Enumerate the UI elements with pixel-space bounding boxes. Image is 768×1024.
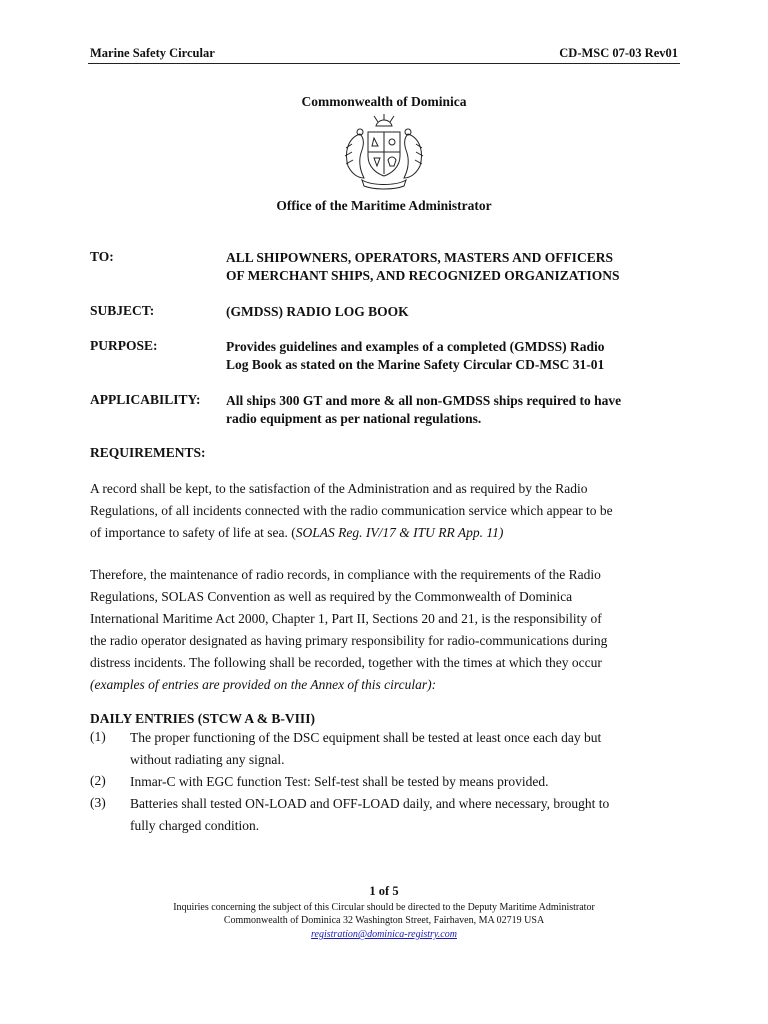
daily-item-2	[130, 771, 680, 793]
requirements-heading: REQUIREMENTS:	[90, 445, 206, 460]
header-circular-type: Marine Safety Circular	[90, 46, 215, 60]
to-value	[226, 249, 686, 285]
applicability-line-2: radio equipment as per national regulations.	[226, 411, 482, 426]
requirements-p2-line-6: (examples of entries are provided on the Annex of this circular):	[90, 677, 437, 692]
daily-item-2-line-1: Inmar-C with EGC function Test: Self-test shall be tested by means provided.	[130, 774, 549, 789]
requirements-p2-line-2: Regulations, SOLAS Convention as well as required by the Commonwealth of Dominica	[90, 589, 573, 604]
page-number: 1 of 5	[369, 884, 399, 898]
footer-inquiries: Inquiries concerning the subject of this Circular should be directed to the Deputy Maritime Administrator	[173, 902, 595, 913]
office-title: Office of the Maritime Administrator	[276, 198, 492, 213]
daily-item-1	[130, 727, 680, 771]
document-title: Commonwealth of Dominica	[301, 94, 467, 109]
daily-item-3-line-2: fully charged condition.	[130, 818, 260, 833]
header-divider	[88, 63, 680, 64]
applicability-value	[226, 392, 686, 428]
coat-of-arms-icon	[338, 114, 430, 190]
requirements-paragraph-1	[90, 478, 680, 544]
daily-item-2-number: (2)	[90, 773, 106, 788]
purpose-line-2: Log Book as stated on the Marine Safety Circular CD-MSC 31-01	[226, 357, 605, 372]
daily-item-1-line-2: without radiating any signal.	[130, 752, 285, 767]
purpose-value	[226, 338, 686, 374]
requirements-p2-line-1: Therefore, the maintenance of radio records, in compliance with the requirements of the Radio	[90, 567, 601, 582]
requirements-p2-line-5: distress incidents. The following shall be recorded, together with the times at which they occur	[90, 655, 602, 670]
daily-item-3	[130, 793, 680, 837]
header-circular-number: CD-MSC 07-03 Rev01	[559, 46, 678, 60]
requirements-p1-line-3	[90, 522, 680, 544]
solas-reference: SOLAS Reg. IV/17 & ITU RR App. 11)	[295, 525, 504, 540]
subject-label: SUBJECT:	[90, 303, 155, 318]
footer-address: Commonwealth of Dominica 32 Washington Street, Fairhaven, MA 02719 USA	[223, 915, 545, 926]
daily-item-1-line-1: The proper functioning of the DSC equipment shall be tested at least once each day but	[130, 730, 602, 745]
to-line-2: OF MERCHANT SHIPS, AND RECOGNIZED ORGANIZATIONS	[226, 268, 620, 283]
requirements-p2-line-3: International Maritime Act 2000, Chapter 1, Part II, Sections 20 and 21, is the responsibility of	[90, 611, 602, 626]
requirements-p1-line-2: Regulations, of all incidents connected with the radio communication service which appear to be	[90, 503, 613, 518]
footer-email-link[interactable]: registration@dominica-registry.com	[311, 929, 457, 940]
requirements-p2-line-4: the radio operator designated as having primary responsibility for radio-communications during	[90, 633, 608, 648]
applicability-line-1: All ships 300 GT and more & all non-GMDSS ships required to have	[226, 393, 622, 408]
requirements-p1-line-1: A record shall be kept, to the satisfaction of the Administration and as required by the Radio	[90, 481, 588, 496]
daily-item-3-number: (3)	[90, 795, 106, 810]
footer-email-row	[0, 928, 768, 941]
subject-value: (GMDSS) RADIO LOG BOOK	[226, 304, 409, 319]
requirements-p1-line-3-text: of importance to safety of life at sea. (	[90, 525, 296, 540]
daily-item-1-number: (1)	[90, 729, 106, 744]
requirements-paragraph-2	[90, 564, 680, 696]
to-label: TO:	[90, 249, 114, 264]
to-line-1: ALL SHIPOWNERS, OPERATORS, MASTERS AND OFFICERS	[226, 250, 613, 265]
applicability-label: APPLICABILITY:	[90, 392, 201, 407]
purpose-label: PURPOSE:	[90, 338, 158, 353]
daily-item-3-line-1: Batteries shall tested ON-LOAD and OFF-LOAD daily, and where necessary, brought to	[130, 796, 610, 811]
purpose-line-1: Provides guidelines and examples of a completed (GMDSS) Radio	[226, 339, 605, 354]
daily-entries-heading: DAILY ENTRIES (STCW A & B-VIII)	[90, 711, 315, 726]
